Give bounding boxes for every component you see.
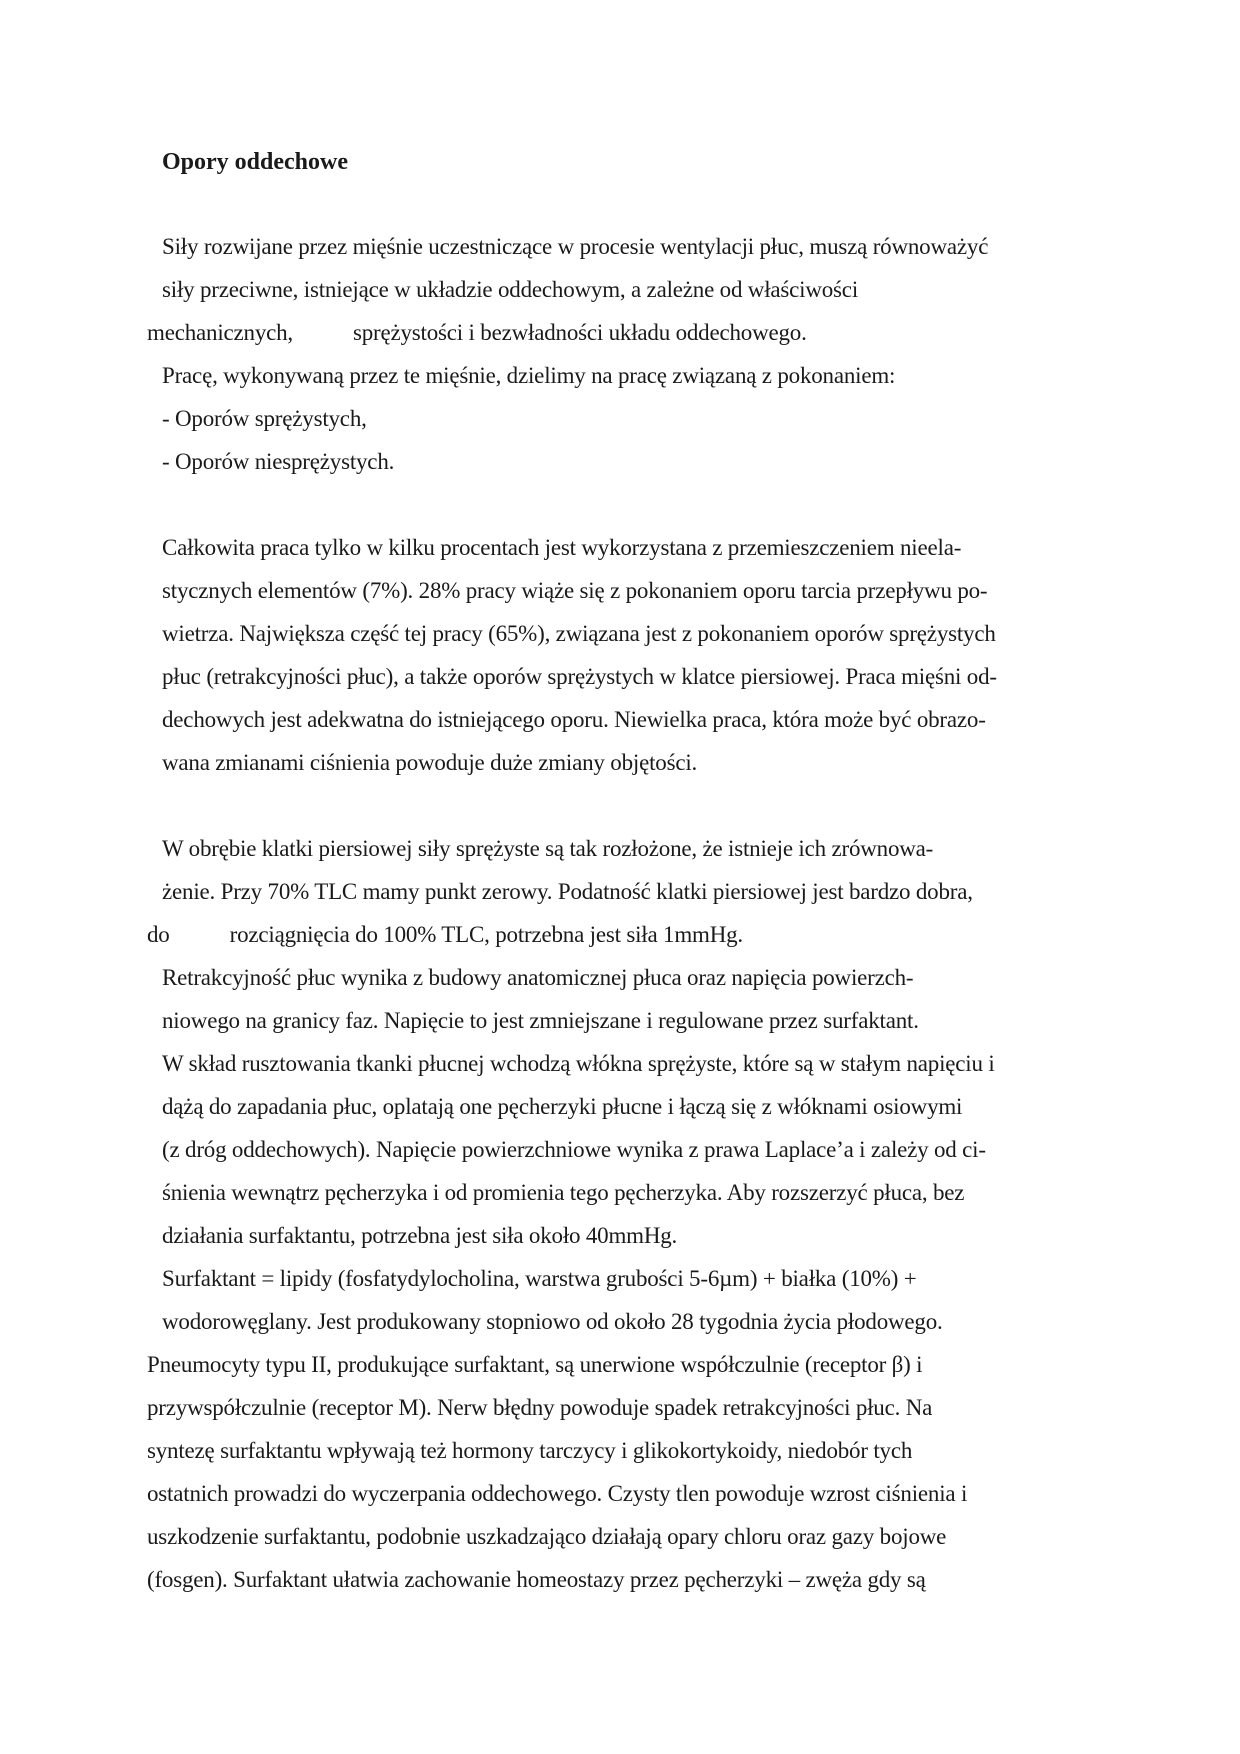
text-line: dechowych jest adekwatna do istniejącego oporu. Niewielka praca, która może być obrazo- [162, 707, 986, 732]
text-fragment: mechanicznych, [147, 320, 293, 345]
text-fragment: rozciągnięcia do 100% TLC, potrzebna jest siła 1mmHg. [229, 922, 743, 947]
text-line: Surfaktant = lipidy (fosfatydylocholina, warstwa grubości 5-6µm) + białka (10%) + [162, 1266, 917, 1291]
text-line: W skład rusztowania tkanki płucnej wchodzą włókna sprężyste, które są w stałym napięciu i [162, 1051, 995, 1076]
text-line: dążą do zapadania płuc, oplatają one pęcherzyki płucne i łączą się z włóknami osiowymi [162, 1094, 963, 1119]
text-line: przywspółczulnie (receptor M). Nerw błędny powoduje spadek retrakcyjności płuc. Na [147, 1395, 933, 1420]
text-line: niowego na granicy faz. Napięcie to jest zmniejszane i regulowane przez surfaktant. [162, 1008, 919, 1033]
text-line: syntezę surfaktantu wpływają też hormony tarczycy i glikokortykoidy, niedobór tych [147, 1438, 913, 1463]
text-line [147, 920, 743, 950]
document-title: Opory oddechowe [162, 149, 348, 175]
text-line: Całkowita praca tylko w kilku procentach jest wykorzystana z przemieszczeniem nieela- [162, 535, 962, 560]
text-line: wodorowęglany. Jest produkowany stopniowo od około 28 tygodnia życia płodowego. [162, 1309, 943, 1334]
text-line: siły przeciwne, istniejące w układzie oddechowym, a zależne od właściwości [162, 277, 859, 302]
text-line: płuc (retrakcyjności płuc), a także oporów sprężystych w klatce piersiowej. Praca mięśni od- [162, 664, 997, 689]
text-line: działania surfaktantu, potrzebna jest siła około 40mmHg. [162, 1223, 678, 1248]
text-line: wietrza. Największa część tej pracy (65%), związana jest z pokonaniem oporów sprężystych [162, 621, 996, 646]
text-line: wana zmianami ciśnienia powoduje duże zmiany objętości. [162, 750, 698, 775]
text-line: Pneumocyty typu II, produkujące surfaktant, są unerwione współczulnie (receptor β) i [147, 1352, 923, 1377]
text-line: stycznych elementów (7%). 28% pracy wiąże się z pokonaniem oporu tarcia przepływu po- [162, 578, 988, 603]
list-item: - Oporów niesprężystych. [162, 449, 395, 474]
text-line: W obrębie klatki piersiowej siły sprężyste są tak rozłożone, że istnieje ich zrównowa- [162, 836, 934, 861]
text-line: Pracę, wykonywaną przez te mięśnie, dzielimy na pracę związaną z pokonaniem: [162, 363, 896, 388]
text-line: uszkodzenie surfaktantu, podobnie uszkadzająco działają opary chloru oraz gazy bojowe [147, 1524, 947, 1549]
text-line: śnienia wewnątrz pęcherzyka i od promienia tego pęcherzyka. Aby rozszerzyć płuca, bez [162, 1180, 965, 1205]
text-line: (fosgen). Surfaktant ułatwia zachowanie homeostazy przez pęcherzyki – zwęża gdy są [147, 1567, 926, 1592]
text-line: ostatnich prowadzi do wyczerpania oddechowego. Czysty tlen powoduje wzrost ciśnienia i [147, 1481, 968, 1506]
text-fragment: sprężystości i bezwładności układu oddechowego. [352, 320, 807, 345]
text-line: żenie. Przy 70% TLC mamy punkt zerowy. Podatność klatki piersiowej jest bardzo dobra, [162, 879, 973, 904]
list-item: - Oporów sprężystych, [162, 406, 367, 431]
text-fragment: do [147, 922, 170, 947]
text-line: (z dróg oddechowych). Napięcie powierzchniowe wynika z prawa Laplace’a i zależy od ci- [162, 1137, 986, 1162]
text-line: Retrakcyjność płuc wynika z budowy anatomicznej płuca oraz napięcia powierzch- [162, 965, 914, 990]
text-line [147, 318, 807, 348]
text-line: Siły rozwijane przez mięśnie uczestniczące w procesie wentylacji płuc, muszą równoważyć [162, 234, 989, 259]
